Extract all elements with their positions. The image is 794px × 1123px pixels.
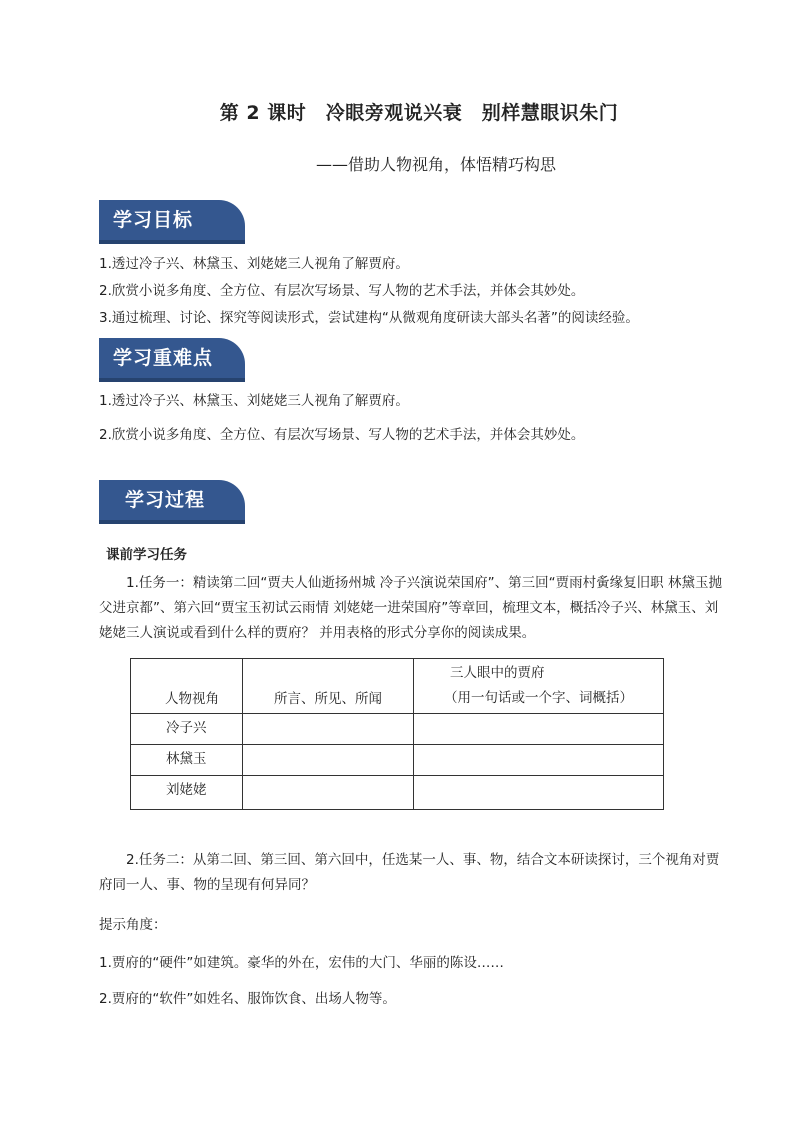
key-point-item: 2.欣赏小说多角度、全方位、有层次写场景、写人物的艺术手法，并体会其妙处。 xyxy=(99,427,585,443)
page-subtitle: ——借助人物视角，体悟精巧构思 xyxy=(315,155,556,174)
table-row xyxy=(131,714,664,745)
table-cell[interactable] xyxy=(414,776,664,810)
table-cell: 刘姥姥 xyxy=(131,776,243,810)
goal-item: 3.通过梳理、讨论、探究等阅读形式，尝试建构“从微观角度研读大部头名著”的阅读经验。 xyxy=(99,310,639,326)
table-row xyxy=(131,776,664,810)
table-header-row xyxy=(131,659,664,714)
section-tag-process: 学习过程 xyxy=(99,480,245,524)
table-cell[interactable] xyxy=(243,714,414,745)
key-point-item: 1.透过冷子兴、林黛玉、刘姥姥三人视角了解贾府。 xyxy=(99,393,409,409)
table-header-cell: 人物视角 xyxy=(131,659,243,714)
table-row xyxy=(131,745,664,776)
table-header-line: 三人眼中的贾府 xyxy=(450,665,545,681)
table-header-cell xyxy=(414,659,664,714)
table-cell[interactable] xyxy=(414,714,664,745)
section-tag-goals: 学习目标 xyxy=(99,200,245,244)
section-tag-key-points: 学习重难点 xyxy=(99,338,245,382)
table-cell: 冷子兴 xyxy=(131,714,243,745)
table-cell[interactable] xyxy=(243,776,414,810)
perspective-table xyxy=(130,658,664,810)
task-one-text: 1.任务一：精读第二回“贾夫人仙逝扬州城 冷子兴演说荣国府”、第三回“贾雨村夤缘复旧职 林黛玉抛父进京都”、第六回“贾宝玉初试云雨情 刘姥姥一进荣国府”等章回，梳理文本，概括冷子兴、林黛玉、刘姥姥三人演说或看到什么样的贾府？ 并用表格的形式分享你的阅读成果。 xyxy=(99,575,722,641)
table-cell[interactable] xyxy=(243,745,414,776)
table-cell[interactable] xyxy=(414,745,664,776)
goal-item: 2.欣赏小说多角度、全方位、有层次写场景、写人物的艺术手法，并体会其妙处。 xyxy=(99,283,585,299)
table-header-cell: 所言、所见、所闻 xyxy=(243,659,414,714)
hint-label: 提示角度： xyxy=(99,917,167,933)
hint-item: 2.贾府的“软件”如姓名、服饰饮食、出场人物等。 xyxy=(99,991,396,1007)
goal-item: 1.透过冷子兴、林黛玉、刘姥姥三人视角了解贾府。 xyxy=(99,256,409,272)
page-title: 第 2 课时 冷眼旁观说兴衰 别样慧眼识朱门 xyxy=(219,102,619,124)
task-two-text: 2.任务二：从第二回、第三回、第六回中，任选某一人、事、物，结合文本研读探讨，三个视角对贾府同一人、事、物的呈现有何异同？ xyxy=(99,852,720,893)
table-header-line: （用一句话或一个字、词概括） xyxy=(444,690,633,706)
process-subheading: 课前学习任务 xyxy=(106,547,187,563)
table-cell: 林黛玉 xyxy=(131,745,243,776)
hint-item: 1.贾府的“硬件”如建筑。豪华的外在，宏伟的大门、华丽的陈设…… xyxy=(99,955,504,971)
